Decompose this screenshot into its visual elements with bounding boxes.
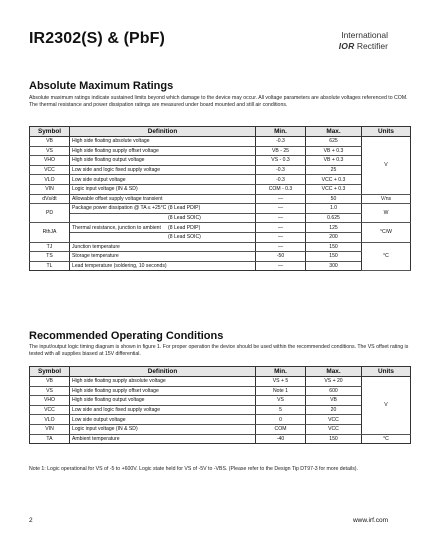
col-definition: Definition — [70, 127, 256, 137]
table-row — [30, 377, 411, 387]
brand-logo — [339, 30, 388, 52]
units-cell: °C — [362, 434, 411, 444]
package-text: (8 Lead PDIP) — [168, 205, 201, 212]
max-cell: 150 — [306, 252, 362, 262]
col-symbol: Symbol — [30, 127, 70, 137]
abs-max-description: Absolute maximum ratings indicate sustained limits beyond which damage to the device may occur. All voltage parameters are absolute voltages referenced to COM. The thermal resistance and power dissipation ratings are measured under board mounted and still air conditions. — [29, 95, 408, 108]
col-units: Units — [362, 367, 411, 377]
min-cell: — — [256, 242, 306, 252]
table-row — [30, 434, 411, 444]
table-row — [30, 424, 411, 434]
table-row — [30, 204, 411, 214]
abs-max-heading: Absolute Maximum Ratings — [29, 80, 174, 92]
brand-line1: International — [341, 30, 388, 40]
min-cell: VB - 25 — [256, 146, 306, 156]
min-cell: Note 1 — [256, 386, 306, 396]
max-cell: 25 — [306, 165, 362, 175]
table-row — [30, 146, 411, 156]
definition-cell: Storage temperature — [70, 252, 256, 262]
min-cell: — — [256, 223, 306, 233]
symbol-cell: VHO — [30, 156, 70, 166]
definition-text: Thermal resistance, junction to ambient — [72, 224, 161, 231]
col-definition: Definition — [70, 367, 256, 377]
table-row — [30, 261, 411, 271]
max-cell: VS + 20 — [306, 377, 362, 387]
max-cell: VB — [306, 396, 362, 406]
definition-cell — [70, 204, 256, 214]
definition-cell: Low side output voltage — [70, 415, 256, 425]
definition-cell: Low side output voltage — [70, 175, 256, 185]
col-max: Max. — [306, 127, 362, 137]
min-cell: VS - 0.3 — [256, 156, 306, 166]
symbol-cell: VB — [30, 377, 70, 387]
definition-cell: Low side and logic fixed supply voltage — [70, 165, 256, 175]
symbol-cell: RthJA — [30, 223, 70, 242]
symbol-cell: VLO — [30, 415, 70, 425]
rec-op-heading: Recommended Operating Conditions — [29, 330, 224, 342]
definition-cell: High side floating absolute voltage — [70, 137, 256, 147]
footnote: Note 1: Logic operational for VS of -5 to +600V. Logic state held for VS of -5V to -VBS. (Please refer to the Design Tip DT97-3 for more details). — [29, 466, 358, 472]
table-row — [30, 396, 411, 406]
min-cell: COM - 0.3 — [256, 184, 306, 194]
symbol-cell: TA — [30, 434, 70, 444]
max-cell: 150 — [306, 242, 362, 252]
definition-cell — [70, 223, 256, 233]
table-header-row — [30, 367, 411, 377]
max-cell: VCC — [306, 424, 362, 434]
max-cell: VB + 0.3 — [306, 156, 362, 166]
max-cell: 200 — [306, 232, 362, 242]
units-cell: V — [362, 137, 411, 195]
symbol-cell: VB — [30, 137, 70, 147]
definition-cell: High side floating supply absolute voltage — [70, 377, 256, 387]
symbol-cell: VIN — [30, 424, 70, 434]
definition-cell: Junction temperature — [70, 242, 256, 252]
max-cell: 50 — [306, 194, 362, 204]
table-row — [30, 194, 411, 204]
min-cell: — — [256, 204, 306, 214]
definition-text: Package power dissipation @ TA ≤ +25°C — [72, 205, 167, 212]
max-cell: 625 — [306, 137, 362, 147]
page-number: 2 — [29, 517, 33, 524]
max-cell: 600 — [306, 386, 362, 396]
max-cell: 20 — [306, 405, 362, 415]
table-row — [30, 232, 411, 242]
brand-line2: Rectifier — [356, 41, 388, 51]
definition-cell: High side floating supply offset voltage — [70, 146, 256, 156]
symbol-cell: VS — [30, 386, 70, 396]
symbol-cell: TJ — [30, 242, 70, 252]
min-cell: — — [256, 194, 306, 204]
min-cell: VS — [256, 396, 306, 406]
symbol-cell: TL — [30, 261, 70, 271]
min-cell: -0.3 — [256, 175, 306, 185]
table-row — [30, 242, 411, 252]
col-min: Min. — [256, 127, 306, 137]
website-link[interactable]: www.irf.com — [352, 517, 388, 524]
symbol-cell: VCC — [30, 165, 70, 175]
definition-cell: Logic input voltage (IN & SD) — [70, 424, 256, 434]
min-cell: 0 — [256, 415, 306, 425]
units-cell: V — [362, 377, 411, 435]
max-cell: 0.625 — [306, 213, 362, 223]
min-cell: — — [256, 232, 306, 242]
max-cell: VCC + 0.3 — [306, 184, 362, 194]
min-cell: -50 — [256, 252, 306, 262]
table-row — [30, 175, 411, 185]
symbol-cell: VLO — [30, 175, 70, 185]
definition-cell — [70, 213, 256, 223]
table-row — [30, 184, 411, 194]
symbol-cell: VCC — [30, 405, 70, 415]
table-row — [30, 252, 411, 262]
definition-cell: Ambient temperature — [70, 434, 256, 444]
table-header-row — [30, 127, 411, 137]
units-cell: °C — [362, 242, 411, 271]
page-title: IR2302(S) & (PbF) — [29, 30, 165, 47]
max-cell: VCC + 0.3 — [306, 175, 362, 185]
table-row — [30, 213, 411, 223]
min-cell: — — [256, 261, 306, 271]
package-text: (8 Lead SOIC) — [168, 215, 201, 222]
symbol-cell: VHO — [30, 396, 70, 406]
symbol-cell: VS — [30, 146, 70, 156]
col-max: Max. — [306, 367, 362, 377]
abs-max-table — [29, 126, 411, 271]
symbol-cell: TS — [30, 252, 70, 262]
col-symbol: Symbol — [30, 367, 70, 377]
units-cell: °C/W — [362, 223, 411, 242]
max-cell: 300 — [306, 261, 362, 271]
min-cell: 5 — [256, 405, 306, 415]
definition-cell: Lead temperature (soldering, 10 seconds) — [70, 261, 256, 271]
definition-cell: Allowable offset supply voltage transient — [70, 194, 256, 204]
package-text: (8 Lead PDIP) — [168, 224, 201, 231]
package-text: (8 Lead SOIC) — [168, 234, 201, 241]
ior-logo: IOR — [338, 41, 355, 51]
definition-cell: Logic input voltage (IN & SD) — [70, 184, 256, 194]
table-row — [30, 386, 411, 396]
table-row — [30, 165, 411, 175]
definition-cell: High side floating output voltage — [70, 396, 256, 406]
col-min: Min. — [256, 367, 306, 377]
table-row — [30, 156, 411, 166]
max-cell: VB + 0.3 — [306, 146, 362, 156]
units-cell: W — [362, 204, 411, 223]
table-row — [30, 405, 411, 415]
table-row — [30, 137, 411, 147]
table-row — [30, 415, 411, 425]
symbol-cell: PD — [30, 204, 70, 223]
rec-op-description: The input/output logic timing diagram is shown in figure 1. For proper operation the device should be used within the recommended conditions. The VS offset rating is tested with all supplies biased at 15V differential. — [29, 344, 409, 357]
min-cell: COM — [256, 424, 306, 434]
col-units: Units — [362, 127, 411, 137]
min-cell: -0.3 — [256, 137, 306, 147]
definition-cell: Low side and logic fixed supply voltage — [70, 405, 256, 415]
max-cell: 125 — [306, 223, 362, 233]
max-cell: 150 — [306, 434, 362, 444]
min-cell: -40 — [256, 434, 306, 444]
rec-op-table — [29, 366, 411, 444]
min-cell: VS + 5 — [256, 377, 306, 387]
definition-cell — [70, 232, 256, 242]
symbol-cell: VIN — [30, 184, 70, 194]
definition-cell: High side floating output voltage — [70, 156, 256, 166]
definition-cell: High side floating supply offset voltage — [70, 386, 256, 396]
symbol-cell: dVs/dt — [30, 194, 70, 204]
max-cell: 1.0 — [306, 204, 362, 214]
table-row — [30, 223, 411, 233]
min-cell: -0.3 — [256, 165, 306, 175]
units-cell: V/ns — [362, 194, 411, 204]
min-cell: — — [256, 213, 306, 223]
max-cell: VCC — [306, 415, 362, 425]
